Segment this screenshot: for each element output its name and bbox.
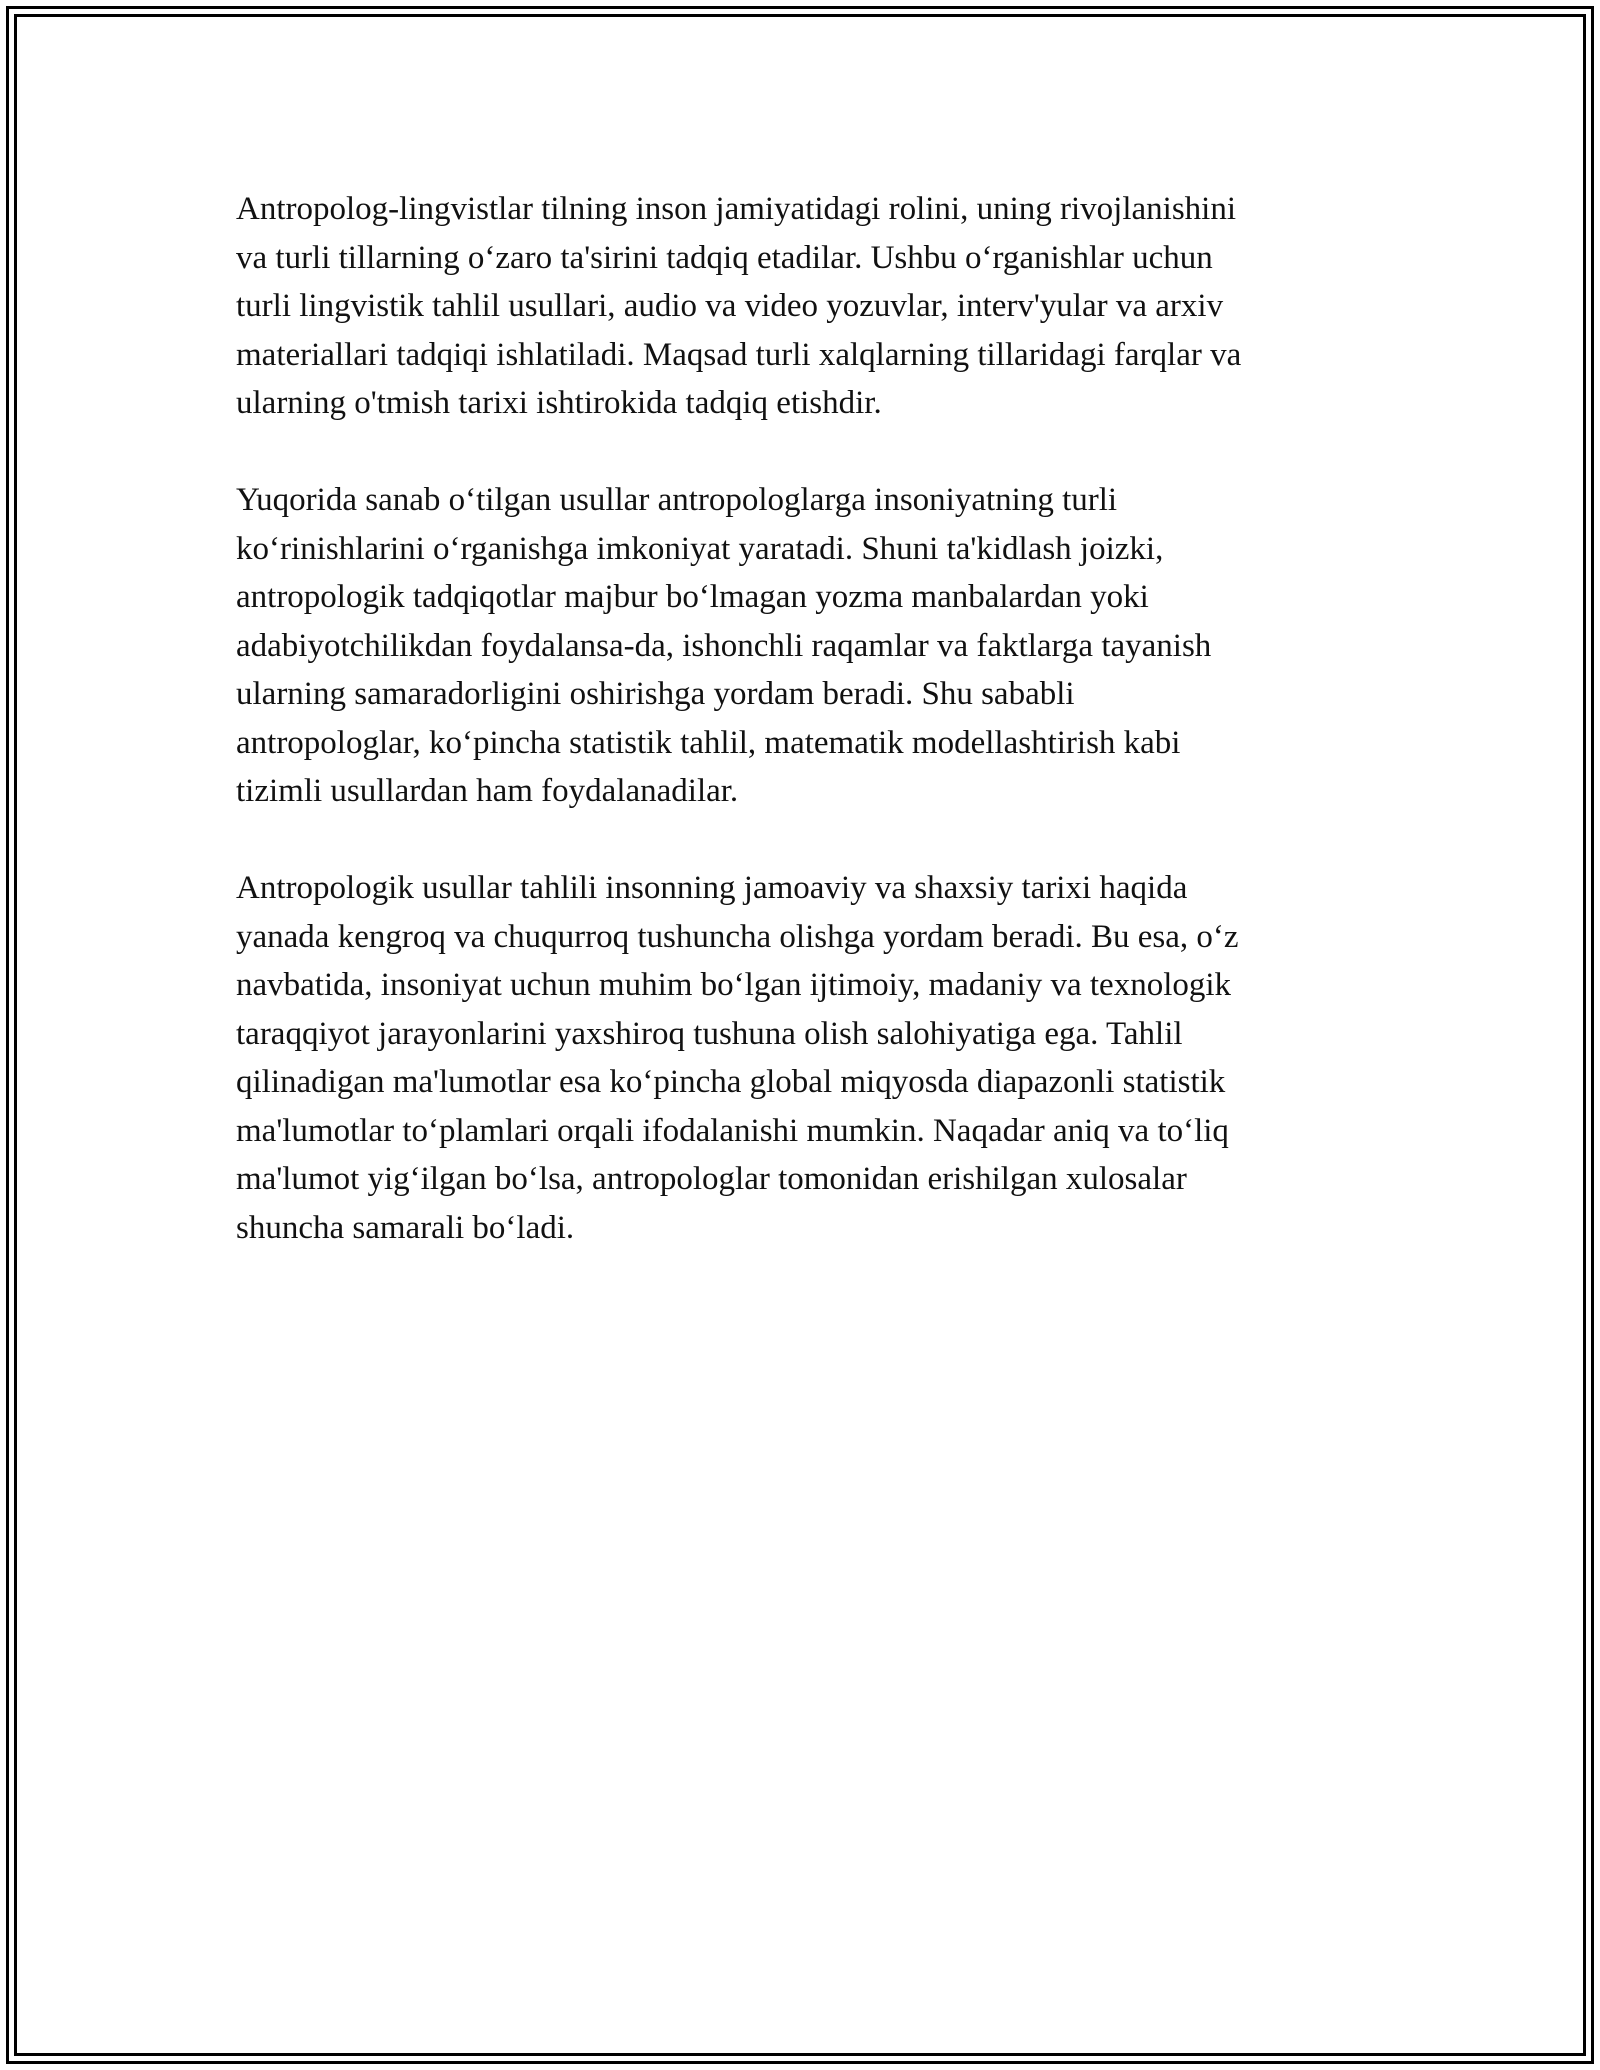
document-body <box>236 185 1366 1301</box>
text-line: turli lingvistik tahlil usullari, audio va video yozuvlar, interv'yular va arxiv <box>236 288 1224 324</box>
text-line: qilinadigan ma'lumotlar esa ko‘pincha global miqyosda diapazonli statistik <box>236 1064 1226 1100</box>
text-line: taraqqiyot jarayonlarini yaxshiroq tushuna olish salohiyatiga ega. Tahlil <box>236 1015 1183 1052</box>
text-line: ularning o'tmish tarixi ishtirokida tadqiq etishdir. <box>236 385 882 421</box>
paragraph-3 <box>236 864 1366 1252</box>
paragraph-1 <box>236 185 1366 428</box>
text-line: va turli tillarning o‘zaro ta'sirini tadqiq etadilar. Ushbu o‘rganishlar uchun <box>236 239 1213 276</box>
paragraph-2 <box>236 476 1366 816</box>
text-line: ma'lumot yig‘ilgan bo‘lsa, antropologlar tomonidan erishilgan xulosalar <box>236 1161 1187 1197</box>
text-line: adabiyotchilikdan foydalansa-da, ishonchli raqamlar va faktlarga tayanish <box>236 627 1212 664</box>
text-line: shuncha samarali bo‘ladi. <box>236 1209 575 1246</box>
text-line: antropologik tadqiqotlar majbur bo‘lmagan yozma manbalardan yoki <box>236 579 1149 615</box>
text-line: Antropolog-lingvistlar tilning inson jamiyatidagi rolini, uning rivojlanishini <box>236 191 1237 227</box>
text-line: antropologlar, ko‘pincha statistik tahlil, matematik modellashtirish kabi <box>236 724 1181 761</box>
text-line: yanada kengroq va chuqurroq tushuncha olishga yordam beradi. Bu esa, o‘z <box>236 918 1239 955</box>
text-line: materiallari tadqiqi ishlatiladi. Maqsad turli xalqlarning tillaridagi farqlar va <box>236 336 1242 373</box>
text-line: ularning samaradorligini oshirishga yordam beradi. Shu sababli <box>236 676 1075 712</box>
text-line: navbatida, insoniyat uchun muhim bo‘lgan ijtimoiy, madaniy va texnologik <box>236 967 1232 1003</box>
text-line: ko‘rinishlarini o‘rganishga imkoniyat yaratadi. Shuni ta'kidlash joizki, <box>236 530 1164 567</box>
text-line: tizimli usullardan ham foydalanadilar. <box>236 773 739 809</box>
text-line: Antropologik usullar tahlili insonning jamoaviy va shaxsiy tarixi haqida <box>236 870 1188 906</box>
text-line: ma'lumotlar to‘plamlari orqali ifodalanishi mumkin. Naqadar aniq va to‘liq <box>236 1112 1229 1149</box>
text-line: Yuqorida sanab o‘tilgan usullar antropologlarga insoniyatning turli <box>236 482 1118 518</box>
